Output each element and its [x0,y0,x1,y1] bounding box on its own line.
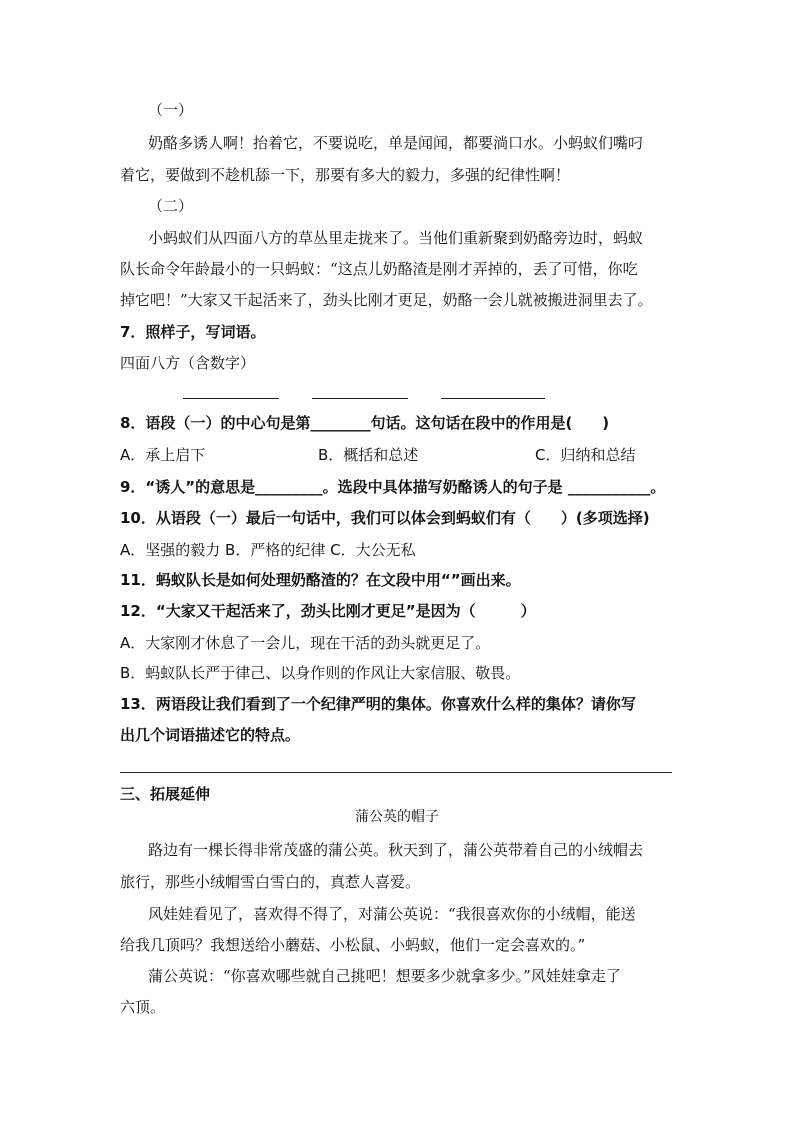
q8-title: 8．语段（一）的中心句是第________句话。这句话在段中的作用是( ) [120,414,610,432]
story-line-4: 给我几顶吗？我想送给小蘑菇、小松鼠、小蚂蚁，他们一定会喜欢的。” [120,936,586,954]
q7-answer-blank-3[interactable] [441,398,545,399]
section-divider [120,772,672,773]
q9-title: 9．“诱人”的意思是_________。选段中具体描写奶酪诱人的句子是 ___________。 [120,478,666,496]
reading1-heading: （一） [148,101,194,119]
q11-title: 11．蚂蚁队长是如何处理奶酪渣的？在文段中用“”画出来。 [120,571,521,589]
q13-line-1: 13．两语段让我们看到了一个纪律严明的集体。你喜欢什么样的集体？请你写 [120,695,636,713]
q8-option-c[interactable]: C．归纳和总结 [535,446,636,464]
q12-title: 12．“大家又干起活来了，劲头比刚才更足”是因为（ ） [120,602,536,620]
story-title: 蒲公英的帽子 [355,809,439,825]
q10-options[interactable]: A．坚强的毅力 B．严格的纪律 C．大公无私 [120,541,416,559]
q13-line-2: 出几个词语描述它的特点。 [120,726,301,744]
reading1-line-2: 着它，要做到不趁机舔一下，那要有多大的毅力，多强的纪律性啊！ [120,166,571,184]
reading2-heading: （二） [148,197,194,215]
q12-option-a[interactable]: A．大家刚才休息了一会儿，现在干活的劲头就更足了。 [120,634,491,652]
q7-answer-blank-1[interactable] [183,398,279,399]
q7-example: 四面八方（含数字） [120,354,256,372]
q8-option-a[interactable]: A．承上启下 [120,446,206,464]
q7-title: 7．照样子，写词语。 [120,323,266,341]
story-line-2: 旅行，那些小绒帽雪白雪白的，真惹人喜爱。 [120,873,421,891]
reading1-line-1: 奶酪多诱人啊！抬着它，不要说吃，单是闻闻，都要淌口水。小蚂蚁们嘴叼 [148,134,644,152]
reading2-line-1: 小蚂蚁们从四面八方的草丛里走拢来了。当他们重新聚到奶酪旁边时，蚂蚁 [148,229,644,247]
story-line-6: 六顶。 [120,998,166,1016]
reading2-line-3: 掉它吧！”大家又干起活来了，劲头比刚才更足，奶酪一会儿就被搬进洞里去了。 [120,291,653,309]
q10-title: 10．从语段（一）最后一句话中，我们可以体会到蚂蚁们有（ ）(多项选择) [120,509,650,527]
section3-heading: 三、拓展延伸 [120,785,211,803]
reading2-line-2: 队长命令年龄最小的一只蚂蚁：“这点儿奶酪渣是刚才弄掉的，丢了可惜，你吃 [120,260,638,278]
q8-option-b[interactable]: B．概括和总述 [318,446,419,464]
story-line-3: 风娃娃看见了，喜欢得不得了，对蒲公英说：“我很喜欢你的小绒帽，能送 [148,905,636,923]
story-line-1: 路边有一棵长得非常茂盛的蒲公英。秋天到了，蒲公英带着自己的小绒帽去 [148,841,644,859]
q7-answer-blank-2[interactable] [312,398,408,399]
q12-option-b[interactable]: B．蚂蚁队长严于律己、以身作则的作风让大家信服、敬畏。 [120,664,521,682]
story-line-5: 蒲公英说：“你喜欢哪些就自己挑吧！想要多少就拿多少。”风娃娃拿走了 [148,967,621,985]
